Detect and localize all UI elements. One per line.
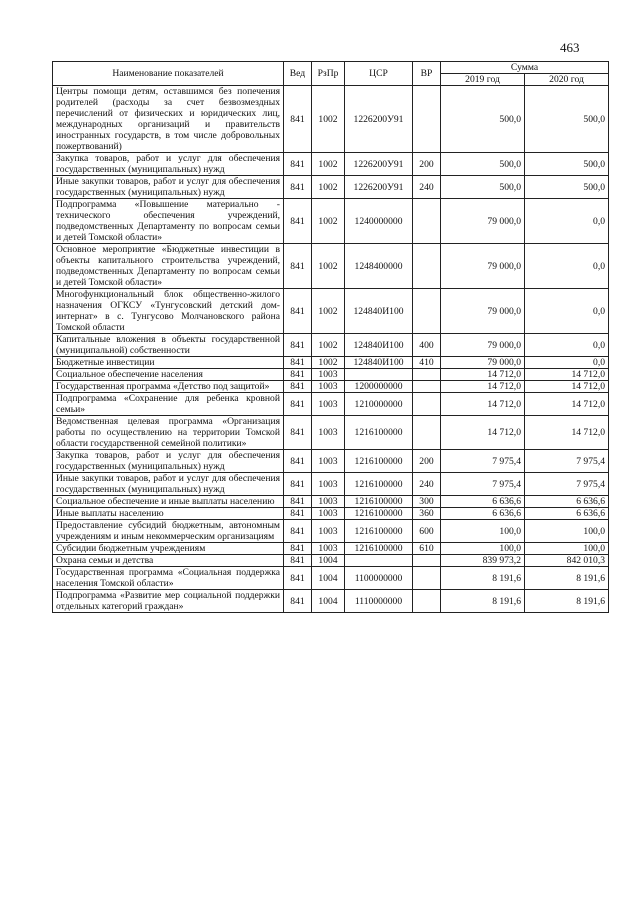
header-csr: ЦСР [345,62,413,86]
cell-rzpr: 1003 [312,369,345,381]
cell-name: Иные выплаты населению [53,508,284,520]
cell-csr: 1210000000 [345,393,413,416]
cell-2020: 6 636,6 [525,496,609,508]
cell-ved: 841 [284,86,312,153]
table-row [53,473,609,496]
cell-2020: 500,0 [525,176,609,199]
cell-csr [345,369,413,381]
cell-ved: 841 [284,199,312,244]
cell-ved: 841 [284,369,312,381]
cell-rzpr: 1003 [312,508,345,520]
cell-csr: 1216100000 [345,416,413,450]
cell-2019: 7 975,4 [441,473,525,496]
cell-name: Подпрограмма «Повышение материально - технического обеспечения учреждений, подведомственных Департаменту по вопросам семьи и детей Томской области» [53,199,284,244]
cell-2019: 6 636,6 [441,508,525,520]
cell-2020: 8 191,6 [525,590,609,613]
cell-name: Социальное обеспечение и иные выплаты населению [53,496,284,508]
cell-vr [413,393,441,416]
table-row [53,369,609,381]
cell-vr [413,555,441,567]
cell-rzpr: 1003 [312,520,345,543]
table-row [53,153,609,176]
cell-name: Иные закупки товаров, работ и услуг для обеспечения государственных (муниципальных) нужд [53,176,284,199]
table-row [53,508,609,520]
cell-ved: 841 [284,496,312,508]
cell-name: Охрана семьи и детства [53,555,284,567]
cell-2019: 500,0 [441,176,525,199]
cell-2020: 100,0 [525,543,609,555]
cell-vr [413,244,441,289]
cell-ved: 841 [284,567,312,590]
cell-vr [413,199,441,244]
cell-csr: 1110000000 [345,590,413,613]
cell-name: Государственная программа «Детство под защитой» [53,381,284,393]
cell-2019: 6 636,6 [441,496,525,508]
cell-rzpr: 1004 [312,567,345,590]
cell-2019: 7 975,4 [441,450,525,473]
cell-2019: 8 191,6 [441,567,525,590]
cell-2019: 8 191,6 [441,590,525,613]
cell-ved: 841 [284,555,312,567]
table-row [53,357,609,369]
cell-ved: 841 [284,357,312,369]
cell-name: Ведомственная целевая программа «Организация работы по осуществлению на территории Томской области государственной семейной политики» [53,416,284,450]
table-row [53,590,609,613]
cell-csr: 1248400000 [345,244,413,289]
table-row [53,567,609,590]
cell-csr: 1216100000 [345,450,413,473]
cell-vr: 240 [413,473,441,496]
cell-name: Иные закупки товаров, работ и услуг для обеспечения государственных (муниципальных) нужд [53,473,284,496]
cell-2019: 500,0 [441,86,525,153]
cell-ved: 841 [284,520,312,543]
cell-2020: 0,0 [525,244,609,289]
table-row [53,496,609,508]
cell-rzpr: 1003 [312,473,345,496]
cell-rzpr: 1003 [312,381,345,393]
cell-csr: 124840И100 [345,357,413,369]
cell-csr: 1216100000 [345,508,413,520]
cell-name: Закупка товаров, работ и услуг для обеспечения государственных (муниципальных) нужд [53,450,284,473]
cell-vr [413,567,441,590]
page-number: 463 [560,40,580,55]
cell-2019: 500,0 [441,153,525,176]
cell-vr: 610 [413,543,441,555]
cell-2019: 14 712,0 [441,416,525,450]
cell-rzpr: 1003 [312,393,345,416]
cell-2019: 79 000,0 [441,199,525,244]
cell-vr: 200 [413,450,441,473]
cell-csr: 1216100000 [345,520,413,543]
table-row [53,86,609,153]
cell-name: Закупка товаров, работ и услуг для обеспечения государственных (муниципальных) нужд [53,153,284,176]
cell-rzpr: 1002 [312,176,345,199]
cell-2020: 100,0 [525,520,609,543]
cell-name: Многофункциональный блок общественно-жилого назначения ОГКСУ «Тунгусовский детский дом-интернат» в с. Тунгусово Молчановского района Томской области [53,289,284,334]
cell-2020: 14 712,0 [525,369,609,381]
header-name: Наименование показателей [53,62,284,86]
cell-2019: 100,0 [441,543,525,555]
cell-2020: 8 191,6 [525,567,609,590]
cell-ved: 841 [284,334,312,357]
cell-2020: 7 975,4 [525,450,609,473]
cell-vr: 400 [413,334,441,357]
table-body [53,86,609,613]
cell-csr: 1216100000 [345,543,413,555]
cell-rzpr: 1002 [312,357,345,369]
cell-rzpr: 1003 [312,543,345,555]
cell-vr [413,369,441,381]
cell-csr [345,555,413,567]
cell-vr: 410 [413,357,441,369]
table-row [53,334,609,357]
cell-ved: 841 [284,473,312,496]
cell-csr: 1100000000 [345,567,413,590]
cell-2020: 14 712,0 [525,416,609,450]
cell-ved: 841 [284,244,312,289]
cell-2019: 839 973,2 [441,555,525,567]
cell-2019: 14 712,0 [441,381,525,393]
cell-csr: 1216100000 [345,473,413,496]
cell-2019: 14 712,0 [441,393,525,416]
cell-vr: 200 [413,153,441,176]
cell-2019: 79 000,0 [441,334,525,357]
cell-2019: 14 712,0 [441,369,525,381]
cell-csr: 124840И100 [345,334,413,357]
cell-rzpr: 1002 [312,289,345,334]
cell-ved: 841 [284,450,312,473]
cell-vr: 360 [413,508,441,520]
cell-2020: 0,0 [525,357,609,369]
table-row [53,520,609,543]
cell-ved: 841 [284,543,312,555]
cell-ved: 841 [284,508,312,520]
cell-vr: 300 [413,496,441,508]
cell-2020: 500,0 [525,153,609,176]
cell-name: Бюджетные инвестиции [53,357,284,369]
cell-vr [413,381,441,393]
cell-2020: 842 010,3 [525,555,609,567]
cell-vr: 600 [413,520,441,543]
table-row [53,543,609,555]
cell-2019: 79 000,0 [441,357,525,369]
cell-2020: 6 636,6 [525,508,609,520]
cell-name: Субсидии бюджетным учреждениям [53,543,284,555]
cell-2020: 0,0 [525,289,609,334]
cell-ved: 841 [284,381,312,393]
cell-2020: 14 712,0 [525,381,609,393]
cell-vr [413,289,441,334]
cell-name: Капитальные вложения в объекты государственной (муниципальной) собственности [53,334,284,357]
header-year-2020: 2020 год [525,74,609,86]
cell-2019: 79 000,0 [441,244,525,289]
cell-ved: 841 [284,416,312,450]
table-row [53,393,609,416]
table-row [53,555,609,567]
cell-name: Предоставление субсидий бюджетным, автономным учреждениям и иным некоммерческим организациям [53,520,284,543]
cell-name: Государственная программа «Социальная поддержка населения Томской области» [53,567,284,590]
table-row [53,199,609,244]
cell-vr: 240 [413,176,441,199]
cell-2020: 500,0 [525,86,609,153]
header-rzpr: РзПр [312,62,345,86]
header-year-2019: 2019 год [441,74,525,86]
cell-rzpr: 1004 [312,555,345,567]
cell-ved: 841 [284,289,312,334]
budget-table [52,61,609,613]
cell-csr: 1226200У91 [345,176,413,199]
cell-csr: 1226200У91 [345,86,413,153]
table-header [53,62,609,86]
cell-rzpr: 1002 [312,153,345,176]
cell-2020: 14 712,0 [525,393,609,416]
cell-2019: 79 000,0 [441,289,525,334]
cell-name: Подпрограмма «Сохранение для ребенка кровной семьи» [53,393,284,416]
cell-vr [413,86,441,153]
header-vr: ВР [413,62,441,86]
cell-ved: 841 [284,393,312,416]
cell-rzpr: 1003 [312,496,345,508]
table-row [53,176,609,199]
cell-rzpr: 1003 [312,416,345,450]
cell-vr [413,416,441,450]
header-sum: Сумма [441,62,609,74]
cell-name: Основное мероприятие «Бюджетные инвестиции в объекты капитального строительства учреждений, подведомственных Департаменту по вопросам семьи и детей Томской области» [53,244,284,289]
cell-rzpr: 1002 [312,199,345,244]
cell-rzpr: 1003 [312,450,345,473]
cell-rzpr: 1002 [312,334,345,357]
cell-ved: 841 [284,153,312,176]
cell-name: Центры помощи детям, оставшимся без попечения родителей (расходы за счет безвозмездных перечислений от физических и юридических лиц, международных организаций и правительств иностранных государств, в том числе добровольных пожертвований) [53,86,284,153]
cell-2020: 0,0 [525,199,609,244]
cell-vr [413,590,441,613]
cell-2020: 0,0 [525,334,609,357]
header-ved: Вед [284,62,312,86]
table-row [53,289,609,334]
cell-csr: 1200000000 [345,381,413,393]
table-row [53,450,609,473]
cell-rzpr: 1004 [312,590,345,613]
cell-csr: 124840И100 [345,289,413,334]
cell-csr: 1240000000 [345,199,413,244]
cell-ved: 841 [284,176,312,199]
table-row [53,244,609,289]
table-row [53,381,609,393]
cell-rzpr: 1002 [312,244,345,289]
cell-name: Социальное обеспечение населения [53,369,284,381]
table-row [53,416,609,450]
cell-csr: 1216100000 [345,496,413,508]
cell-2020: 7 975,4 [525,473,609,496]
cell-csr: 1226200У91 [345,153,413,176]
cell-rzpr: 1002 [312,86,345,153]
cell-name: Подпрограмма «Развитие мер социальной поддержки отдельных категорий граждан» [53,590,284,613]
cell-ved: 841 [284,590,312,613]
cell-2019: 100,0 [441,520,525,543]
